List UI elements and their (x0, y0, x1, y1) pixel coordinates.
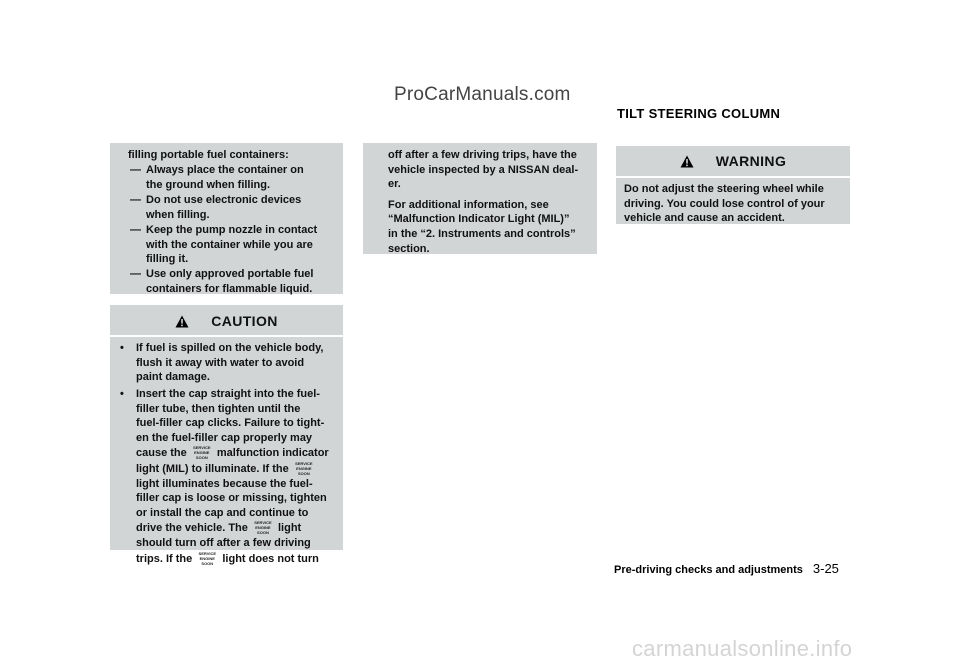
bullet-mark: • (120, 388, 124, 400)
warning-title: WARNING (715, 152, 787, 169)
bullet-line: should turn off after a few driving (136, 536, 311, 549)
bullet-line: filler cap is loose or missing, tighten (136, 492, 327, 505)
header-divider (616, 176, 850, 178)
bullet-line: light illuminates because the fuel- (136, 477, 313, 490)
page-number: 3-25 (812, 561, 839, 576)
fuel-container-box (110, 143, 343, 294)
caution-header (110, 309, 343, 333)
dash-line: Keep the pump nozzle in contact (146, 224, 318, 236)
dash-mark: — (130, 224, 141, 236)
header-divider (110, 335, 343, 337)
dash-mark: — (130, 268, 141, 280)
watermark-top: ProCarManuals.com (394, 84, 571, 105)
service-engine-soon-icon: SERVICE ENGINE SOON (193, 445, 211, 461)
dash-line: Use only approved portable fuel (146, 268, 314, 280)
bullet-line: trips. If the SERVICE ENGINE SOON light does not turn (136, 550, 319, 566)
caution-box (110, 305, 343, 566)
dash-item (130, 267, 333, 296)
caution-title: CAUTION (211, 312, 278, 329)
bullet-line: cause the SERVICE ENGINE SOON malfunction indicator (136, 445, 329, 461)
warning-triangle-icon (680, 155, 694, 168)
bullet-line: en the fuel-filler cap properly may (136, 431, 313, 444)
footer-label: Pre-driving checks and adjustments (614, 564, 803, 576)
bullet-line: or install the cap and continue to (136, 506, 309, 519)
dash-line: containers for flammable liquid. (146, 282, 313, 295)
bullet-line: Insert the cap straight into the fuel- (136, 388, 320, 400)
bullet-line: light (MIL) to illuminate. If the SERVICE ENGINE SOON (136, 461, 338, 477)
dash-line: Do not use electronic devices (146, 194, 302, 206)
dash-line: when filling. (146, 208, 210, 221)
dash-mark: — (130, 164, 141, 176)
bullet-line: If fuel is spilled on the vehicle body, (136, 342, 324, 354)
dash-line: the ground when filling. (146, 178, 271, 191)
service-engine-soon-icon: SERVICE ENGINE SOON (198, 550, 217, 566)
dash-mark: — (130, 194, 141, 206)
page-footer (614, 561, 839, 576)
dash-item (130, 193, 333, 222)
dash-line: with the container while you are (146, 238, 313, 251)
paragraph: off after a few driving trips, have the vehicle inspected by a NISSAN deal- er. (388, 149, 579, 191)
bullet-line: fuel-filler cap clicks. Failure to tight- (136, 417, 325, 430)
dash-item (130, 163, 333, 192)
bullet-mark: • (120, 342, 124, 354)
section-title: TILT STEERING COLUMN (617, 106, 781, 121)
warning-text: Do not adjust the steering wheel while driving. You could lose control of your vehicle and cause an accident. (624, 183, 825, 225)
dash-item (130, 223, 333, 267)
warning-header (616, 149, 850, 173)
bullet-line: paint damage. (136, 371, 210, 384)
paragraph: For additional information, see “Malfunction Indicator Light (MIL)” in the “2. Instruments and controls” section. (388, 198, 576, 255)
caution-bullet (120, 341, 338, 385)
bullet-line: filler tube, then tighten until the (136, 402, 301, 415)
dash-line: filling it. (146, 253, 189, 266)
bullet-line: flush it away with water to avoid (136, 356, 305, 369)
caution-bullet (120, 387, 338, 566)
intro-text: filling portable fuel containers: (128, 149, 289, 161)
continued-caution-box (363, 143, 597, 254)
warning-triangle-icon (175, 315, 189, 328)
warning-box (616, 146, 850, 224)
bullet-line: drive the vehicle. The SERVICE ENGINE SOON light (136, 520, 302, 536)
dash-line: Always place the container on (146, 164, 304, 176)
service-engine-soon-icon: SERVICE ENGINE SOON (295, 460, 313, 476)
watermark-bottom: carmanualsonline.info (632, 636, 853, 661)
service-engine-soon-icon: SERVICE ENGINE SOON (254, 520, 272, 536)
